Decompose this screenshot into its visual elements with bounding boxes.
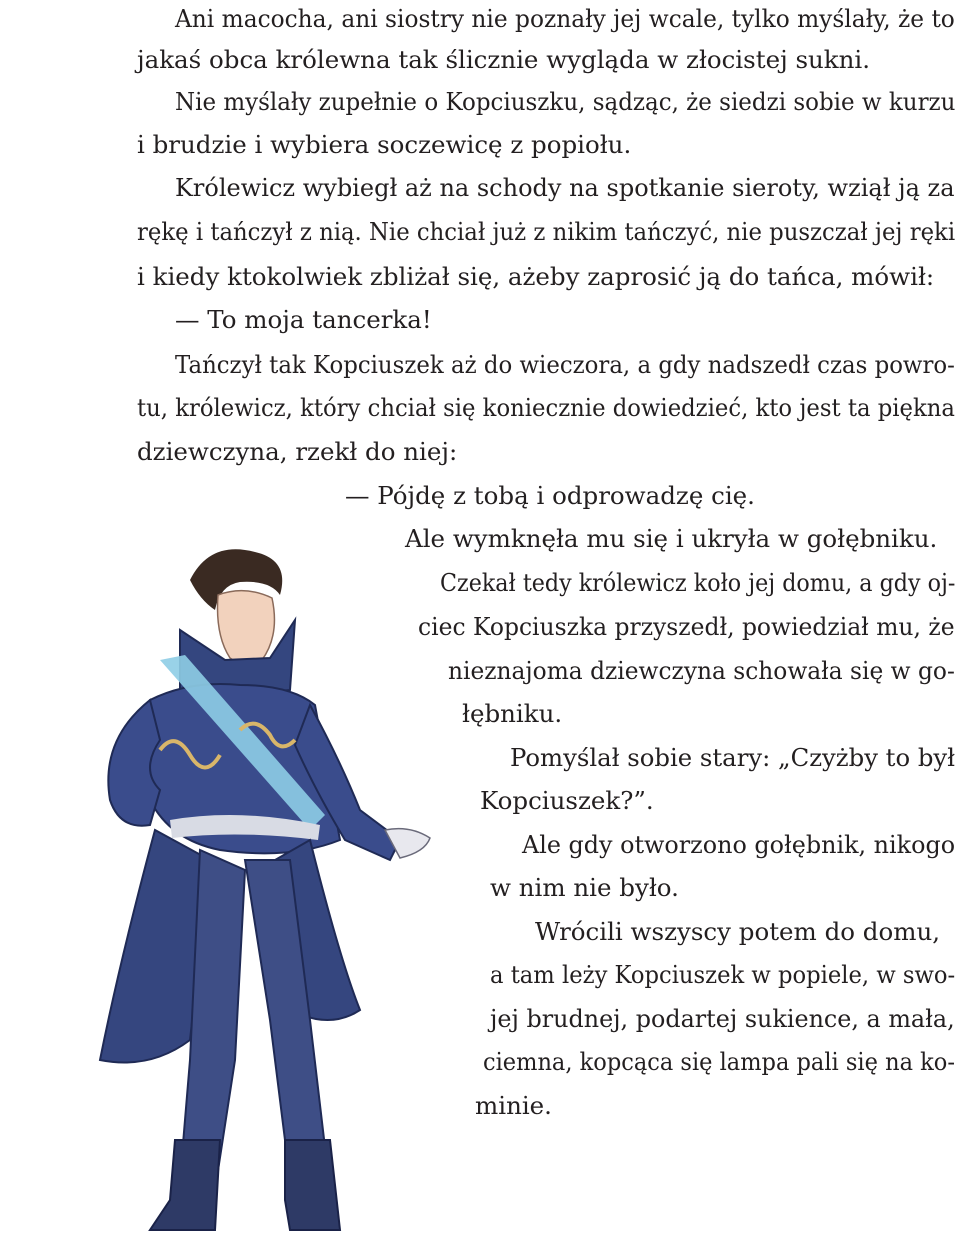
text-line: jakaś obca królewna tak ślicznie wygląda w złocistej sukni. [137, 45, 871, 74]
text-line: — To moja tancerka! [175, 305, 432, 334]
text-line: tu, królewicz, który chciał się koniecznie dowiedzieć, kto jest ta piękna [137, 393, 955, 422]
text-line: nieznajoma dziewczyna schowała się w go- [448, 656, 955, 685]
text-line: Królewicz wybiegł aż na schody na spotkanie sieroty, wziął ją za [175, 173, 955, 202]
text-line: minie. [475, 1091, 552, 1120]
text-line: Nie myślały zupełnie o Kopciuszku, sądząc, że siedzi sobie w kurzu [175, 87, 956, 116]
text-line: Kopciuszek?”. [480, 786, 654, 815]
text-line: i brudzie i wybiera soczewicę z popiołu. [137, 130, 632, 159]
text-line: dziewczyna, rzekł do niej: [137, 437, 458, 466]
text-line: Ale gdy otworzono gołębnik, nikogo [522, 830, 956, 859]
text-line: — Pójdę z tobą i odprowadzę cię. [345, 481, 755, 510]
text-line: jej brudnej, podartej sukience, a mała, [490, 1004, 955, 1033]
text-line: a tam leży Kopciuszek w popiele, w swo- [490, 960, 956, 989]
text-line: Tańczył tak Kopciuszek aż do wieczora, a gdy nadszedł czas powro- [175, 350, 955, 379]
text-line: ciec Kopciuszka przyszedł, powiedział mu, że [418, 612, 955, 641]
text-line: Wrócili wszyscy potem do domu, [535, 917, 941, 946]
text-line: łębniku. [462, 699, 563, 728]
text-line: ciemna, kopcąca się lampa pali się na ko- [483, 1047, 955, 1076]
text-line: rękę i tańczył z nią. Nie chciał już z nikim tańczyć, nie puszczał jej ręki [137, 217, 956, 246]
text-line: w nim nie było. [490, 873, 679, 902]
prince-illustration [40, 540, 480, 1245]
text-line: i kiedy ktokolwiek zbliżał się, ażeby zaprosić ją do tańca, mówił: [137, 262, 935, 291]
text-line: Ani macocha, ani siostry nie poznały jej wcale, tylko myślały, że to [175, 4, 955, 33]
text-line: Czekał tedy królewicz koło jej domu, a gdy oj- [440, 568, 956, 597]
text-line: Pomyślał sobie stary: „Czyżby to był [510, 743, 956, 772]
text-line: Ale wymknęła mu się i ukryła w gołębniku. [405, 524, 938, 553]
